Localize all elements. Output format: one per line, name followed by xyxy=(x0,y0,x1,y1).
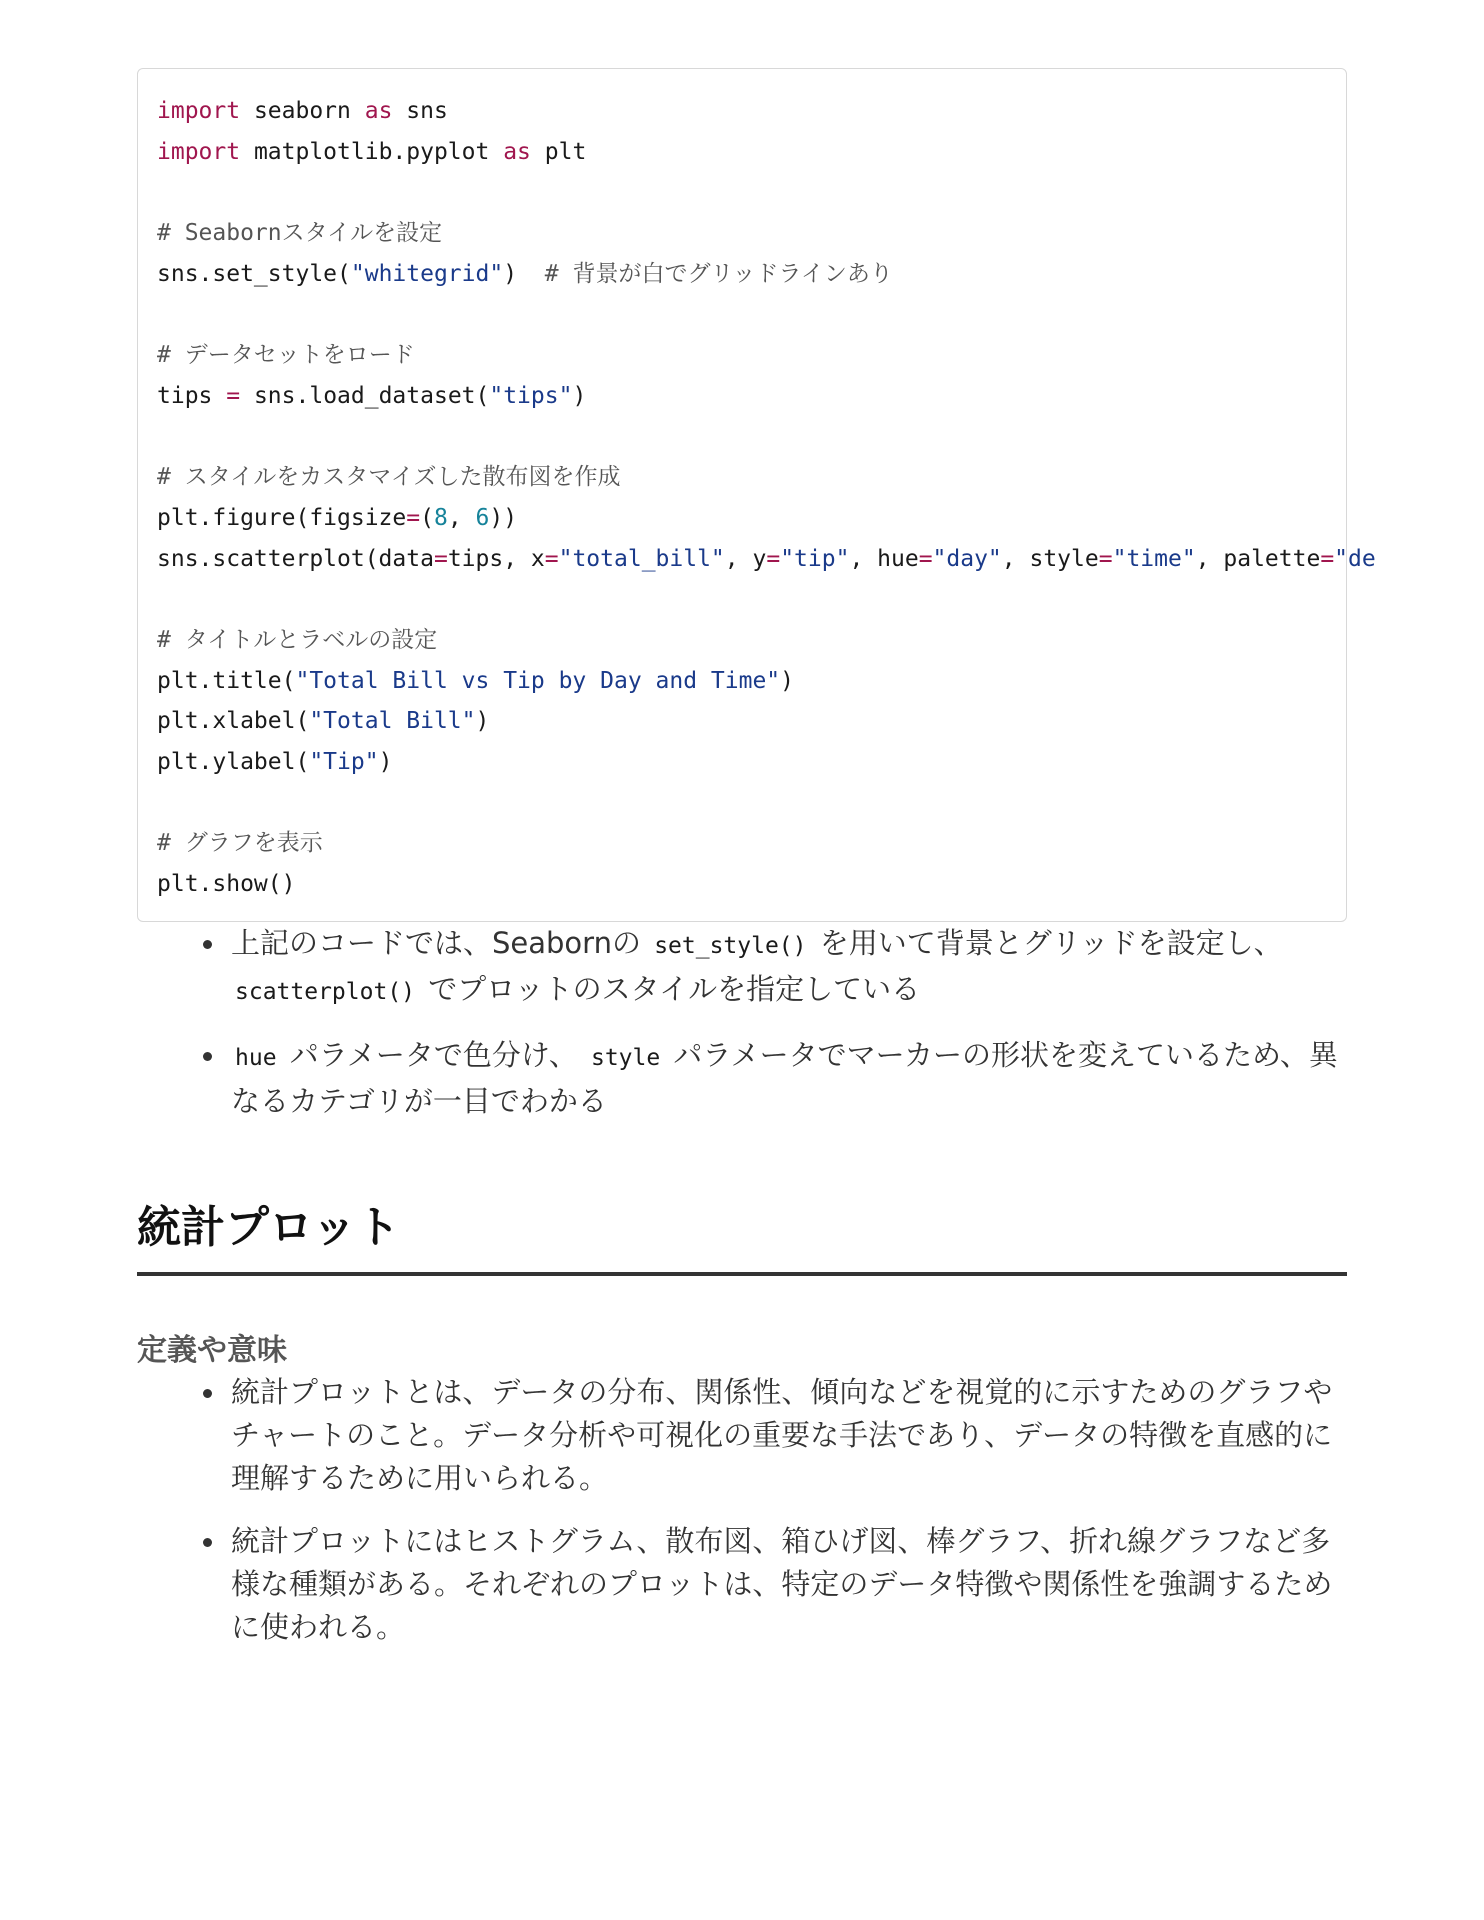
code-token: plt.xlabel( xyxy=(157,708,310,735)
code-token: as xyxy=(503,138,531,165)
code-line xyxy=(157,783,1326,824)
code-line xyxy=(157,254,1326,295)
code-token: import xyxy=(157,138,241,165)
code-token: )) xyxy=(489,504,518,531)
code-token: "Total Bill vs Tip by Day and Time" xyxy=(295,667,781,694)
document-content xyxy=(137,68,1376,1649)
list-item xyxy=(137,922,1347,1014)
code-token: "tip" xyxy=(780,545,850,572)
code-token: = xyxy=(226,382,241,409)
code-lines xyxy=(157,91,1376,905)
code-block xyxy=(137,68,1376,922)
code-token: ) xyxy=(503,260,545,287)
code-token: as xyxy=(364,98,393,124)
code-token: = xyxy=(1098,545,1113,572)
inline-code: style xyxy=(590,1045,661,1071)
code-token: "whitegrid" xyxy=(350,260,504,287)
code-token: , style xyxy=(1001,545,1099,572)
list-item xyxy=(137,1034,1347,1123)
code-token: plt xyxy=(530,138,587,165)
code-line xyxy=(157,579,1326,620)
code-comment: # スタイルをカスタマイズした散布図を作成 xyxy=(157,464,621,491)
code-line xyxy=(157,539,1376,580)
code-token: tips xyxy=(157,382,227,409)
code-token: tips, x xyxy=(447,545,545,572)
code-token: import xyxy=(157,98,241,124)
code-line xyxy=(157,498,1326,539)
code-token: "time" xyxy=(1112,545,1196,572)
code-line xyxy=(157,213,1326,254)
bullet-icon xyxy=(203,1389,212,1398)
section-heading: 統計プロット xyxy=(137,1198,1347,1276)
code-line xyxy=(157,417,1326,458)
code-token: "total_bill" xyxy=(558,545,725,572)
code-token: = xyxy=(766,545,781,572)
inline-code: scatterplot() xyxy=(235,979,416,1005)
list-item-text: でプロットのスタイルを指定している xyxy=(419,972,921,1006)
list-item xyxy=(137,1371,1347,1500)
code-token: "Tip" xyxy=(309,749,379,775)
bullet-icon xyxy=(203,940,212,949)
code-token: plt.figure(figsize xyxy=(157,504,407,531)
list-item xyxy=(137,1520,1347,1649)
bullet-icon xyxy=(203,1538,212,1547)
code-token: sns.scatterplot(data xyxy=(157,545,434,572)
code-token: 8 xyxy=(433,504,448,531)
code-token: sns.set_style( xyxy=(157,260,351,287)
code-token: = xyxy=(544,545,559,572)
code-token: = xyxy=(1320,545,1335,572)
code-token: , xyxy=(447,504,476,531)
list-item-text: 上記のコードでは、Seabornの xyxy=(231,926,651,960)
code-line xyxy=(157,335,1326,376)
code-token: sns.load_dataset( xyxy=(240,382,490,409)
code-line xyxy=(157,132,1326,173)
list-item-text: パラメータでマーカーの形状を変えているため、異なるカテゴリが一目でわかる xyxy=(231,1038,1338,1118)
code-line xyxy=(157,620,1326,661)
code-token: ) xyxy=(475,708,490,735)
code-line xyxy=(157,172,1326,213)
code-token: , y xyxy=(724,545,767,572)
code-comment: # タイトルとラベルの設定 xyxy=(157,626,438,653)
code-line xyxy=(157,376,1326,417)
code-token: "de xyxy=(1334,545,1376,572)
definition-list xyxy=(137,1371,1347,1649)
code-token: "Total Bill" xyxy=(309,708,476,735)
code-line xyxy=(157,91,1326,132)
code-comment: # データセットをロード xyxy=(157,342,415,369)
code-token: plt.ylabel( xyxy=(157,749,310,775)
code-token: sns xyxy=(392,98,448,124)
code-token: ) xyxy=(780,667,794,694)
code-token: "tips" xyxy=(489,382,573,409)
code-explanation-list xyxy=(137,922,1347,1123)
code-token: plt.title( xyxy=(157,667,296,694)
code-line xyxy=(157,701,1326,742)
list-item-text: 統計プロットにはヒストグラム、散布図、箱ひげ図、棒グラフ、折れ線グラフなど多様な種類がある。それぞれのプロットは、特定のデータ特徴や関係性を強調するために使われる。 xyxy=(231,1524,1333,1644)
code-line xyxy=(157,864,1326,905)
code-comment: # Seabornスタイルを設定 xyxy=(157,220,443,247)
code-line xyxy=(157,294,1326,335)
code-token: "day" xyxy=(932,545,1002,572)
list-item-text: パラメータで色分け、 xyxy=(280,1038,587,1072)
code-line xyxy=(157,661,1326,702)
code-token: ) xyxy=(378,749,393,775)
inline-code: hue xyxy=(235,1045,277,1071)
code-line xyxy=(157,823,1326,864)
inline-code: set_style() xyxy=(654,933,807,959)
code-token: ) xyxy=(572,382,587,409)
code-token: plt.show() xyxy=(157,871,296,898)
code-token: matplotlib.pyplot xyxy=(240,138,504,165)
code-token: seaborn xyxy=(240,98,365,124)
bullet-icon xyxy=(203,1052,212,1061)
code-token: = xyxy=(433,545,448,572)
code-comment: # グラフを表示 xyxy=(157,830,323,857)
code-token: ( xyxy=(420,504,434,531)
list-item-text: を用いて背景とグリッドを設定し、 xyxy=(810,926,1283,960)
list-item-text: 統計プロットとは、データの分布、関係性、傾向などを視覚的に示すためのグラフやチャートのこと。データ分析や可視化の重要な手法であり、データの特徴を直感的に理解するために用いられる。 xyxy=(231,1375,1333,1495)
code-line xyxy=(157,742,1326,783)
code-token: = xyxy=(918,545,933,572)
code-token: = xyxy=(406,504,421,531)
code-token: , hue xyxy=(849,545,919,572)
sub-heading: 定義や意味 xyxy=(137,1333,287,1368)
code-token: 6 xyxy=(475,504,490,531)
code-comment: # 背景が白でグリッドラインあり xyxy=(544,260,893,287)
code-token: , palette xyxy=(1195,545,1321,572)
code-line xyxy=(157,457,1326,498)
